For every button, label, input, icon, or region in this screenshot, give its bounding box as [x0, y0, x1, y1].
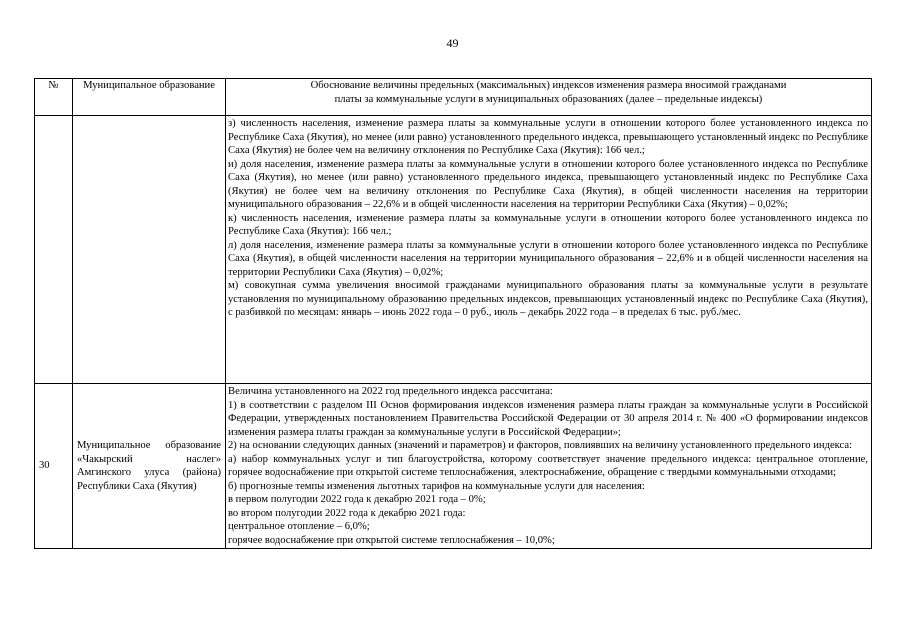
- paragraph: а) набор коммунальных услуг и тип благоустройства, которому соответствует значение предельного индекса: центральное отопление, горячее водоснабжение при открытой системе теплоснабжения, электроснабжение, обращение с твердыми коммунальными отходами;: [228, 453, 868, 478]
- row-number-cell: 30: [35, 384, 73, 549]
- paragraph: л) доля населения, изменение размера платы за коммунальные услуги в отношении которого более установленного индекса по Республике Саха (Якутия), в общей численности населения на территории муниципального образования – 22,6% и в общей численности населения на территории Республики Саха (Якутия) – 0,02%;: [228, 239, 868, 278]
- paragraph: з) численность населения, изменение размера платы за коммунальные услуги в отношении которого более установленного индекса по Республике Саха (Якутия), но менее (или равно) установленного предельного индекса, превышающего установленный индекс по Республике Саха (Якутия) не более чем на величину отклонения по Республике Саха (Якутия): 166 чел.;: [228, 118, 868, 156]
- paragraph: 2) на основании следующих данных (значений и параметров) и факторов, повлиявших на величину установленного предельного индекса:: [228, 440, 853, 451]
- row-number-cell: [35, 116, 73, 384]
- header-municipality: Муниципальное образование: [73, 79, 226, 116]
- table-header-row: [35, 79, 872, 116]
- paragraph: Величина установленного на 2022 год предельного индекса рассчитана:: [228, 386, 553, 397]
- header-basis: [226, 79, 872, 116]
- page-number: 49: [446, 36, 459, 50]
- paragraph: горячее водоснабжение при открытой системе теплоснабжения – 10,0%;: [228, 534, 555, 546]
- row-basis-cell: [226, 384, 872, 549]
- paragraph: м) совокупная сумма увеличения вносимой гражданами муниципального образования платы за коммунальные услуги в результате установления по муниципальному образованию предельных индексов, превышающих установленный индекс по Республике Саха (Якутия), с разбивкой по месяцам: январь – июнь 2022 года – 0 руб., июль – декабрь 2022 года – в пределах 6 тыс. руб./мес.: [228, 280, 868, 318]
- table-row-30: [35, 384, 872, 549]
- row-basis-cell: [226, 116, 872, 384]
- header-number: №: [35, 79, 73, 116]
- paragraph: и) доля населения, изменение размера платы за коммунальные услуги в отношении которого более установленного индекса по Республике Саха (Якутия), но менее (или равно) установленного предельного индекса, превышающего установленный индекс по Республике Саха (Якутия) не более чем на величину отклонения по Республике Саха (Якутия), в общей численности населения на территории муниципального образования – 22,6% и в общей численности населения на территории Республики Саха (Якутия) – 0,02%;: [228, 158, 868, 210]
- indices-table: [34, 78, 872, 549]
- header-basis-line2: платы за коммунальные услуги в муниципальных образованиях (далее – предельные индексы): [334, 93, 763, 105]
- paragraph: к) численность населения, изменение размера платы за коммунальные услуги в отношении которого более установленного индекса по Республике Саха (Якутия): 166 чел.;: [228, 212, 868, 237]
- paragraph: центральное отопление – 6,0%;: [228, 521, 370, 532]
- paragraph: в первом полугодии 2022 года к декабрю 2021 года – 0%;: [228, 494, 486, 505]
- paragraph: во втором полугодии 2022 года к декабрю 2021 года:: [228, 507, 466, 519]
- row-municipality-cell: Муниципальное образование «Чакырский наслег» Амгинского улуса (района) Республики Саха (Якутия): [73, 384, 226, 549]
- table-row-continued: [35, 116, 872, 384]
- row-municipality-cell: [73, 116, 226, 384]
- paragraph: 1) в соответствии с разделом III Основ формирования индексов изменения размера платы граждан за коммунальные услуги в Российской Федерации, утвержденных постановлением Правительства Российской Федерации от 30 апреля 2014 г. № 400 «О формировании индексов изменения размера платы граждан за коммунальные услуги в Российской Федерации»;: [228, 399, 868, 438]
- paragraph: б) прогнозные темпы изменения льготных тарифов на коммунальные услуги для населения:: [228, 480, 645, 492]
- header-basis-line1: Обоснование величины предельных (максимальных) индексов изменения размера вносимой гражданами: [310, 80, 787, 91]
